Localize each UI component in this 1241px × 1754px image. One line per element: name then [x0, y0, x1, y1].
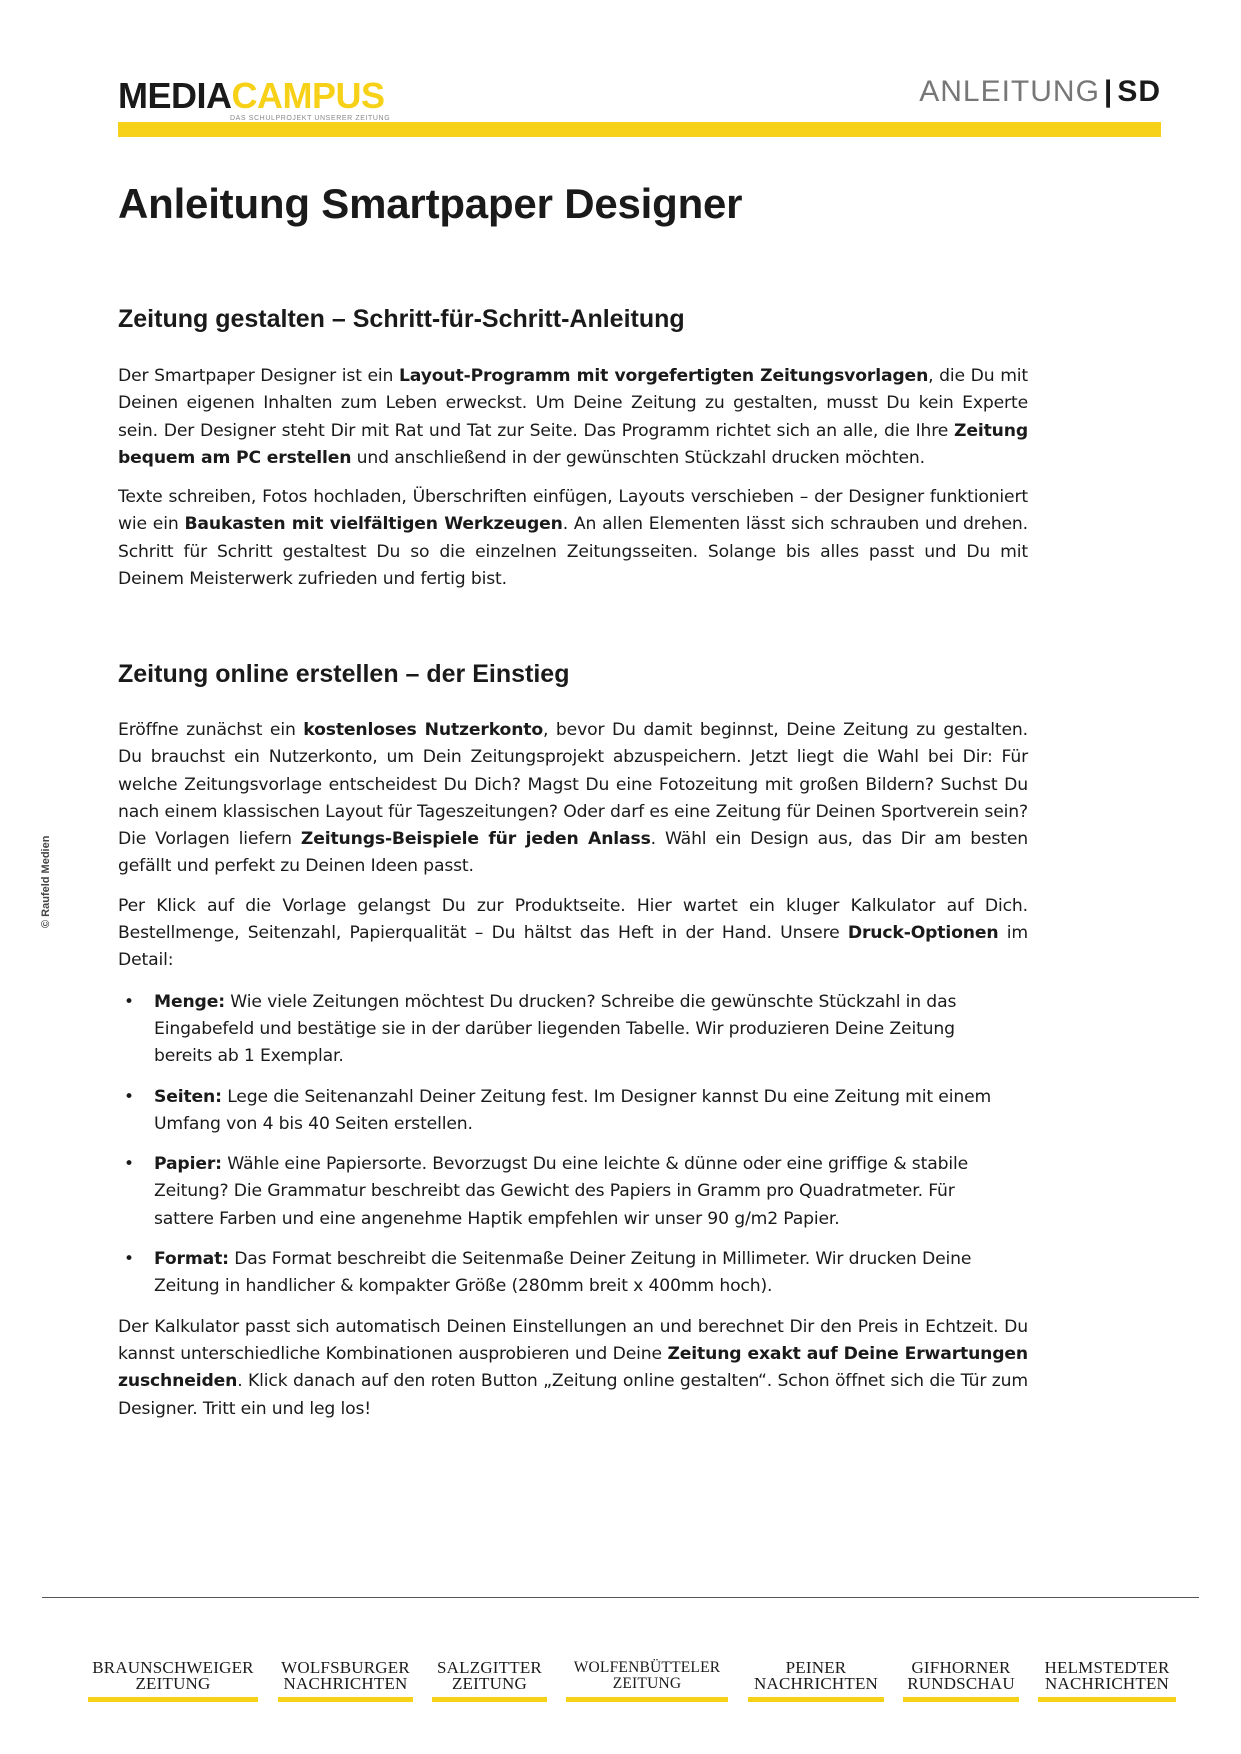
- partner-logo-salzgitter-zeitung: SALZGITTER ZEITUNG: [432, 1660, 547, 1702]
- doc-type-code: SD: [1117, 75, 1161, 108]
- list-item: • Menge: Wie viele Zeitungen möchtest Du drucken? Schreibe die gewünschte Stückzahl in das Eingabefeld und bestätige sie in der darüber liegenden Tabelle. Wir produzieren Deine Zeitung bereits ab 1 Exemplar.: [154, 989, 1014, 1071]
- list-item: • Papier: Wähle eine Papiersorte. Bevorzugst Du eine leichte & dünne oder eine griffige & stabile Zeitung? Die Grammatur beschreibt das Gewicht des Papiers in Gramm pro Quadratmeter. Für sattere Farben und eine angenehme Haptik empfehlen wir unser 90 g/m2 Papier.: [154, 1151, 1014, 1233]
- section-body-gestalten: [118, 363, 1028, 605]
- page-title: Anleitung Smartpaper Designer: [118, 180, 743, 227]
- partner-logos: [0, 1660, 1241, 1720]
- logo-media-text: MEDIA: [118, 75, 232, 116]
- paragraph: Der Smartpaper Designer ist ein Layout-Programm mit vorgefertigten Zeitungsvorlagen, die Du mit Deinen eigenen Inhalten zum Leben erweckst. Um Deine Zeitung zu gestalten, musst Du kein Experte sein. Der Designer steht Dir mit Rat und Tat zur Seite. Das Programm richtet sich an alle, die Ihre Zeitung bequem am PC erstellen und anschließend in der gewünschten Stückzahl drucken möchten.: [118, 366, 1029, 468]
- bullet-icon: •: [124, 991, 134, 1012]
- section-body-einstieg: [118, 717, 1028, 1435]
- paragraph: Eröffne zunächst ein kostenloses Nutzerkonto, bevor Du damit beginnst, Deine Zeitung zu gestalten. Du brauchst ein Nutzerkonto, um Dein Zeitungsprojekt abzuspeichern. Jetzt liegt die Wahl bei Dir: Für welche Zeitungsvorlage entscheidest Du Dich? Magst Du eine Fotozeitung mit großen Bildern? Suchst Du nach einem klassischen Layout für Tageszeitungen? Oder darf es eine Zeitung für Deinen Sportverein sein? Die Vorlagen liefern Zeitungs-Beispiele für jeden Anlass. Wähl ein Design aus, das Dir am besten gefällt und perfekt zu Deinen Ideen passt.: [118, 720, 1029, 877]
- mediacampus-logo: [118, 75, 391, 122]
- partner-logo-wolfenbuetteler-zeitung: WOLFENBÜTTELER ZEITUNG: [566, 1660, 728, 1702]
- header-accent-bar: [118, 122, 1161, 137]
- bullet-icon: •: [124, 1249, 134, 1270]
- list-item: • Seiten: Lege die Seitenanzahl Deiner Zeitung fest. Im Designer kannst Du eine Zeitung mit einem Umfang von 4 bis 40 Seiten erstellen.: [154, 1084, 1014, 1139]
- print-options-list: [118, 989, 1014, 1301]
- section-heading-einstieg: Zeitung online erstellen – der Einstieg: [118, 660, 570, 688]
- section-heading-gestalten: Zeitung gestalten – Schritt-für-Schritt-Anleitung: [118, 305, 685, 333]
- partner-logo-peiner-nachrichten: PEINER NACHRICHTEN: [748, 1660, 884, 1702]
- partner-logo-helmstedter-nachrichten: HELMSTEDTER NACHRICHTEN: [1038, 1660, 1176, 1702]
- paragraph: Texte schreiben, Fotos hochladen, Überschriften einfügen, Layouts verschieben – der Designer funktioniert wie ein Baukasten mit vielfältigen Werkzeugen. An allen Elementen lässt sich schrauben und drehen. Schritt für Schritt gestaltest Du so die einzelnen Zeitungsseiten. Solange bis alles passt und Du mit Deinem Meisterwerk zufrieden und fertig bist.: [118, 487, 1028, 590]
- bullet-icon: •: [124, 1154, 134, 1175]
- logo-wordmark: [118, 75, 390, 116]
- partner-logo-wolfsburger-nachrichten: WOLFSBURGER NACHRICHTEN: [278, 1660, 413, 1702]
- list-item: • Format: Das Format beschreibt die Seitenmaße Deiner Zeitung in Millimeter. Wir drucken Deine Zeitung in handlicher & kompakter Größe (280mm breit x 400mm hoch).: [154, 1246, 1014, 1301]
- copyright-note: © Raufeld Medien: [40, 835, 52, 928]
- document-type-label: [919, 74, 1161, 110]
- logo-tagline: DAS SCHULPROJEKT UNSERER ZEITUNG: [230, 115, 391, 122]
- logo-campus-text: CAMPUS: [231, 75, 385, 116]
- paragraph: Der Kalkulator passt sich automatisch Deinen Einstellungen an und berechnet Dir den Preis in Echtzeit. Du kannst unterschiedliche Kombinationen ausprobieren und Deine Zeitung exakt auf Deine Erwartungen zuschneiden. Klick danach auf den roten Button „Zeitung online gestalten“. Schon öffnet sich die Tür zum Designer. Tritt ein und leg los!: [118, 1316, 1029, 1419]
- doc-type-separator: |: [1103, 75, 1114, 108]
- doc-type-text: ANLEITUNG: [919, 75, 1100, 108]
- paragraph: Per Klick auf die Vorlage gelangst Du zur Produktseite. Hier wartet ein kluger Kalkulator auf Dich. Bestellmenge, Seitenzahl, Papierqualität – Du hältst das Heft in der Hand. Unsere Druck-Optionen im Detail:: [118, 895, 1028, 971]
- partner-logo-gifhorner-rundschau: GIFHORNER RUNDSCHAU: [903, 1660, 1019, 1702]
- partner-logo-braunschweiger-zeitung: BRAUNSCHWEIGER ZEITUNG: [88, 1660, 258, 1702]
- bullet-icon: •: [124, 1086, 134, 1107]
- footer-divider: [42, 1597, 1199, 1598]
